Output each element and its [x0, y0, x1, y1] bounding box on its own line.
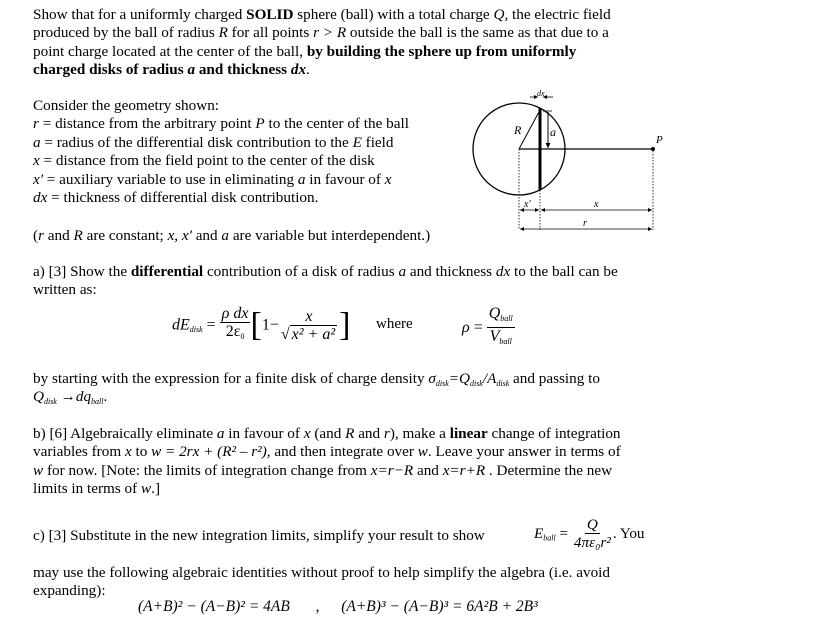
numerator: Q [586, 516, 598, 533]
followup-line-2 [33, 388, 693, 406]
text: and [413, 461, 443, 479]
label-R: R [514, 123, 522, 137]
text: and thickness [195, 61, 291, 79]
Q: Q [33, 388, 44, 406]
text: = auxiliary variable to use in eliminating [43, 170, 298, 188]
text: variables from [33, 443, 125, 461]
symbol: dx [33, 188, 48, 206]
rho: ρ [462, 318, 470, 336]
label-P: P [656, 134, 663, 146]
var: dx [495, 263, 511, 280]
identity-cubes: (A+B)³ − (A−B)³ = 6A²B + 2B³ [341, 598, 538, 615]
label-dx: dx [537, 89, 545, 98]
text: in favour of [224, 425, 304, 442]
var: a [398, 263, 407, 280]
text: produced by the ball of radius [33, 24, 219, 42]
text: .] [151, 480, 160, 498]
var: R [345, 425, 355, 442]
bold-text: SOLID [246, 6, 294, 23]
symbol: r [33, 115, 39, 133]
denominator: √ x² + a² [280, 325, 336, 343]
text: ( [33, 227, 39, 244]
text: =Q [448, 370, 470, 387]
var: R [73, 227, 83, 244]
text: 2ε [225, 323, 241, 340]
var: E [352, 133, 362, 151]
geometry-heading: Consider the geometry shown: [33, 97, 220, 114]
sub: disk [469, 379, 483, 388]
separator: , [315, 598, 320, 615]
text: charged disks of radius [33, 61, 188, 79]
sub: disk [43, 397, 57, 407]
text: are variable but interdependent.) [229, 227, 431, 244]
var-R: R [218, 24, 228, 42]
part-a-line-2: written as: [33, 281, 97, 299]
text: c) [3] Substitute in the new integration limits, simplify your result to show [33, 527, 485, 544]
text: for now. [Note: the limits of integration change from [43, 461, 371, 479]
part-b-line-2 [33, 443, 693, 461]
part-b-line-1 [33, 425, 693, 443]
sub: ball [500, 314, 513, 323]
rho-fraction [487, 306, 515, 350]
lhs: dE [172, 316, 190, 334]
w-definition: = 2rx + (R² – r²) [161, 443, 267, 461]
label-r: r [583, 218, 587, 229]
text: , and then integrate over [266, 443, 418, 461]
E: E [534, 524, 544, 542]
text: outside the ball is the same as that due to a [346, 24, 609, 42]
part-c-line-1 [33, 517, 713, 557]
equals: = [555, 524, 572, 542]
equation-dE-disk [172, 306, 350, 345]
var: a [221, 227, 230, 244]
part-b [33, 425, 693, 499]
right-bracket: ] [339, 306, 351, 344]
radius-line [519, 110, 540, 149]
part-c-intro [33, 527, 485, 545]
bold-text: differential [130, 263, 204, 280]
where-label: where [376, 316, 413, 332]
text: and passing to [509, 370, 600, 387]
denominator [488, 328, 514, 350]
numerator: ρ dx [221, 305, 249, 322]
text: in favour of [305, 170, 385, 188]
lhs-sub: disk [189, 325, 203, 335]
limit-lower: x=r−R [370, 461, 414, 479]
text: a) [3] Show the [33, 263, 131, 280]
bold-text: by building the sphere up from uniformly [306, 42, 577, 60]
text: to the center of the ball [264, 115, 409, 133]
bold-text: linear [449, 425, 488, 442]
var: x [384, 170, 392, 188]
text: point charge located at the center of the ball, [33, 42, 307, 60]
label-x-prime: x' [524, 199, 531, 210]
sub: ball [91, 397, 104, 407]
text: field [361, 133, 394, 151]
equals: = [473, 318, 483, 336]
text: and [191, 227, 222, 244]
text: /A [482, 370, 497, 387]
var: a [297, 170, 306, 188]
denominator [224, 323, 247, 345]
sub: 0 [240, 332, 245, 341]
var: w [151, 443, 162, 461]
text: . Determine the new [485, 461, 613, 479]
point-P [651, 147, 655, 151]
equals: = [206, 316, 216, 334]
var: x [124, 443, 132, 461]
part-a [33, 263, 693, 300]
text: = distance from the field point to the center of the disk [39, 152, 375, 170]
inner-fraction [279, 309, 339, 343]
text: = radius of the differential disk contribution to the [40, 133, 353, 151]
sigma: σ [428, 370, 436, 387]
text: contribution of a disk of radius [203, 263, 399, 280]
one-minus: 1− [261, 316, 279, 334]
part-a-line-1 [33, 263, 693, 281]
left-bracket: [ [250, 306, 262, 344]
radicand: x² + a² [291, 325, 336, 343]
text: (and [310, 425, 346, 442]
text: = thickness of differential disk contribution. [47, 188, 319, 206]
text: by starting with the expression for a finite disk of charge density [33, 370, 429, 387]
arrow-dq: →dq [56, 388, 92, 406]
text: are constant; [82, 227, 168, 244]
text: limits in terms of [33, 480, 141, 498]
condition: r > R [313, 24, 347, 42]
text: Show that for a uniformly charged [33, 6, 247, 23]
prefactor-fraction [220, 306, 251, 345]
text: = distance from the arbitrary point [38, 115, 256, 133]
var: P [255, 115, 265, 133]
identity-squares: (A+B)² − (A−B)² = 4AB [138, 598, 290, 615]
var-dx: dx [290, 61, 307, 79]
text: ), make a [389, 425, 450, 442]
sub: disk [496, 379, 510, 388]
symbol: x' [33, 170, 43, 188]
identities [138, 598, 538, 616]
sub: disk [435, 379, 449, 388]
text: , the electric field [504, 6, 611, 23]
var: a [216, 425, 225, 442]
var: w [141, 480, 152, 498]
var: r [383, 425, 390, 442]
text: to [131, 443, 152, 461]
text: to the ball can be [510, 263, 618, 280]
V: V [489, 328, 500, 345]
part-b-line-4 [33, 480, 693, 498]
text: and [43, 227, 74, 244]
coulomb-fraction [572, 517, 613, 551]
part-c-rest [33, 564, 693, 601]
text: sphere (ball) with a total charge [293, 6, 494, 23]
var: w [33, 461, 44, 479]
followup-line-1 [33, 370, 693, 388]
var: x [303, 425, 311, 442]
symbol: a [33, 133, 41, 151]
sub: ball [543, 533, 556, 543]
part-b-line-3 [33, 462, 693, 480]
label-a: a [550, 125, 556, 139]
text: and thickness [406, 263, 496, 280]
text: . You [612, 524, 645, 542]
denominator: 4πε₀r² [573, 534, 611, 551]
text: for all points [227, 24, 314, 42]
text: and [354, 425, 384, 442]
E-ball-equation [534, 517, 645, 551]
var: w [417, 443, 428, 461]
part-c-line-2: may use the following algebraic identities without proof to help simplify the algebra (i.e. avoid [33, 564, 610, 581]
label-x: x [594, 199, 599, 210]
numerator [487, 306, 515, 328]
var-a: a [187, 61, 196, 79]
sub: ball [499, 337, 512, 346]
part-c-line-3: expanding): [33, 582, 106, 600]
equation-rho [462, 306, 515, 350]
Q: Q [488, 305, 501, 322]
text: . [103, 388, 108, 406]
text: . Leave your answer in terms of [427, 443, 621, 461]
text: b) [6] Algebraically eliminate [33, 425, 217, 442]
var: r [38, 227, 44, 244]
symbol: x [33, 152, 40, 170]
var-Q: Q [493, 6, 505, 23]
text: . [306, 61, 310, 79]
numerator: x [305, 307, 313, 325]
text: change of integration [487, 425, 621, 442]
part-a-followup [33, 370, 693, 407]
var: x, x' [167, 227, 192, 244]
limit-upper: x=r+R [442, 461, 486, 479]
